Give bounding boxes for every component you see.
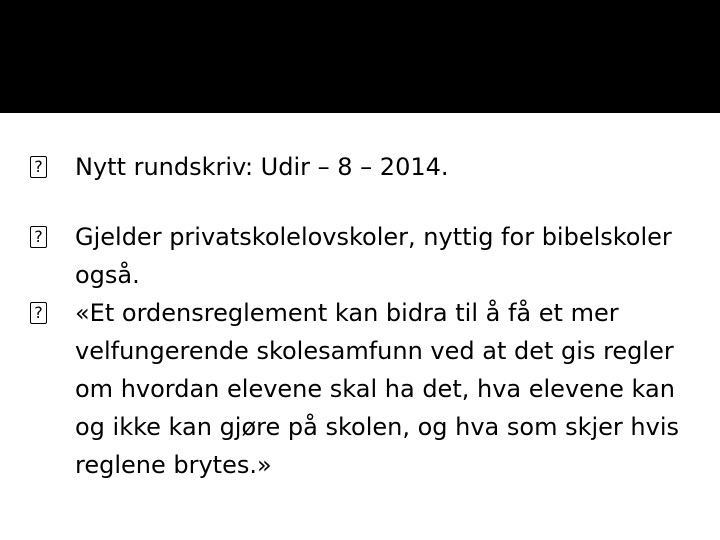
bullet-text: «Et ordensreglement kan bidra til å få et mer velfungerende skolesamfunn ved at det gis regler om hvordan elevene skal ha det, hva elevene kan og ikke kan gjøre på skolen, og hva som skjer hvis reglene brytes.» xyxy=(75,299,680,479)
bullet-marker-icon: ? xyxy=(30,156,47,178)
bullet-marker-icon: ? xyxy=(30,226,47,248)
title-band xyxy=(0,0,720,113)
bullet-item xyxy=(30,218,700,294)
slide-body xyxy=(30,148,700,484)
bullet-item xyxy=(30,148,700,186)
bullet-marker-icon: ? xyxy=(30,302,47,324)
bullet-item xyxy=(30,294,700,484)
bullet-text: Nytt rundskriv: Udir – 8 – 2014. xyxy=(75,153,449,181)
bullet-text: Gjelder privatskolelovskoler, nyttig for bibelskoler også. xyxy=(75,223,672,289)
